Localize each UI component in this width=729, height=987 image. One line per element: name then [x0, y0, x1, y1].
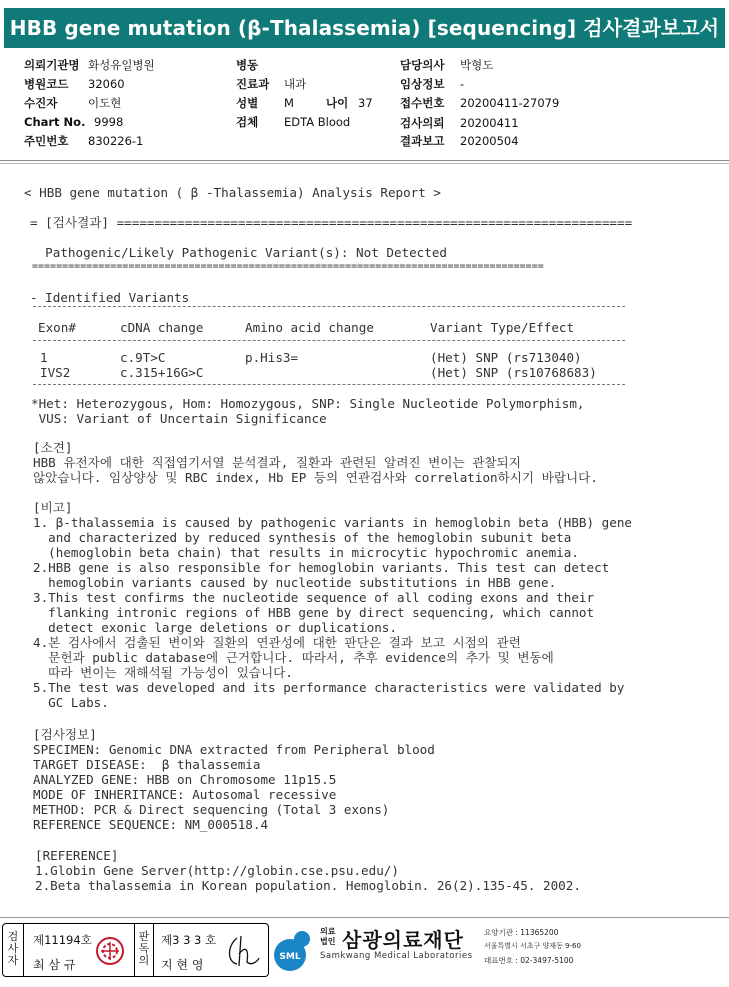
variant-2-type: (Het) SNP (rs10768683): [430, 365, 597, 380]
svg-text:SML: SML: [279, 952, 301, 962]
meta-divider: [0, 160, 729, 161]
reference-section: [REFERENCE] 1.Globin Gene Server(http://globin.cse.psu.edu/) 2.Beta thalassemia in Korean population. Hemoglobin. 26(2).135-45. 2002.: [35, 848, 729, 893]
tester-license-no: 제11194호: [33, 933, 92, 947]
reference-title: [REFERENCE]: [35, 848, 119, 863]
org-prefix: 의료 법인: [320, 927, 336, 946]
org-address: 서울특별시 서초구 양재동 9-60: [484, 942, 581, 950]
table-top-rule: [33, 306, 625, 307]
meta-hospital-code: 병원코드 32060: [24, 77, 125, 91]
reader-license-no: 제3 3 3 호: [161, 933, 217, 947]
variant-1-type: (Het) SNP (rs713040): [430, 350, 582, 365]
tester-label-divider: [23, 924, 24, 976]
reader-signature: [223, 932, 263, 970]
report-heading: < HBB gene mutation ( β -Thalassemia) Analysis Report >: [24, 185, 442, 200]
notes-section: [비고] 1. β-thalassemia is caused by pathogenic variants in hemoglobin beta (HBB) gene and characterized by reduced synthesis of the hemoglobin subunit beta (hemoglobin beta chain) that results in microcytic hypochromic anemia. 2.HBB gene is also responsible for hemoglobin variants. This test can detect hemoglobin variants caused by nucleotide substitutions in HBB gene. 3.This test confirms the nucleotide sequence of all coding exons and their flanking intronic regions of HBB gene by direct sequencing, which cannot detect exonic large deletions or duplications. 4.본 검사에서 검출된 변이와 질환의 연관성에 대한 판단은 결과 보고 시점의 관련 문헌과 public database에 근거합니다. 따라서, 추후 evidence의 추가 및 변동에 따라 변이는 재해석될 가능성이 있습니다. 5.The test was developed and its performance characteristics were validated by GC Labs.: [33, 500, 729, 710]
report-title: HBB gene mutation (β-Thalassemia) [sequencing] 검사결과보고서: [4, 8, 725, 48]
col-header-cdna: cDNA change: [120, 320, 204, 335]
care-institution-no: 요양기관 : 11365200: [484, 928, 559, 937]
footer: [0, 917, 729, 987]
opinion-title: [소견]: [33, 440, 73, 455]
footer-divider: [0, 917, 729, 918]
result-header: = [검사결과] ====================================================================: [30, 215, 633, 230]
meta-clinical-info: 임상정보 -: [400, 77, 465, 91]
col-header-amino: Amino acid change: [245, 320, 374, 335]
variant-1-amino: p.His3=: [245, 350, 299, 365]
variant-2-cdna: c.315+16G>C: [120, 365, 204, 380]
meta-chart-no: Chart No. 9998: [24, 115, 124, 129]
org-english-name: Samkwang Medical Laboratories: [320, 951, 473, 961]
tester-name: 최 삼 규: [33, 958, 76, 972]
table-header-rule: [33, 340, 625, 341]
meta-ward: 병동: [236, 58, 259, 72]
notes-title: [비고]: [33, 500, 73, 515]
org-phone: 대표번호 : 02-3497-5100: [484, 956, 574, 965]
reader-name: 지 현 영: [161, 958, 204, 972]
variant-1-cdna: c.9T>C: [120, 350, 166, 365]
tester-seal: [95, 936, 125, 966]
meta-divider-2: [0, 163, 729, 164]
meta-sex: 성별 M: [236, 96, 294, 110]
variant-1-exon: 1: [40, 350, 48, 365]
meta-resident-no: 주민번호 830226-1: [24, 134, 144, 148]
test-info-title: [검사정보]: [33, 727, 97, 742]
meta-specimen: 검체 EDTA Blood: [236, 115, 351, 129]
table-bottom-rule: [33, 384, 625, 385]
meta-patient: 수진자 이도현: [24, 96, 122, 110]
col-header-exon: Exon#: [38, 320, 76, 335]
meta-age: 나이 37: [326, 96, 373, 110]
meta-report-date: 결과보고 20200504: [400, 134, 519, 148]
tester-label: 검 사 자: [7, 930, 19, 967]
meta-doctor: 담당의사 박형도: [400, 58, 494, 72]
org-name: 삼광의료재단: [342, 928, 464, 952]
identified-variants-title: - Identified Variants: [30, 290, 190, 305]
reader-label: 판 독 의: [138, 930, 150, 967]
double-rule: =====================================================================================: [32, 261, 544, 272]
reader-label-divider: [153, 924, 154, 976]
footnote: *Het: Heterozygous, Hom: Homozygous, SNP: Single Nucleotide Polymorphism, VUS: Variant of Uncertain Significance: [31, 396, 585, 426]
meta-hospital: 의뢰기관명 화성유일병원: [24, 58, 155, 72]
meta-department: 진료과 내과: [236, 77, 307, 91]
meta-request-date: 검사의뢰 20200411: [400, 116, 519, 130]
signature-box: [2, 923, 269, 977]
col-header-type: Variant Type/Effect: [430, 320, 575, 335]
meta-receipt-no: 접수번호 20200411-27079: [400, 96, 560, 110]
test-info-section: [검사정보] SPECIMEN: Genomic DNA extracted from Peripheral blood TARGET DISEASE: β thalassemia ANALYZED GENE: HBB on Chromosome 11p15.5 MODE OF INHERITANCE: Autosomal recessive METHOD: PCR & Direct sequencing (Total 3 exons) REFERENCE SEQUENCE: NM_000518.4: [33, 727, 729, 832]
variant-2-exon: IVS2: [40, 365, 71, 380]
opinion-section: [소견] HBB 유전자에 대한 직접염기서열 분석결과, 질환과 관련된 알려진 변이는 관찰되지 않았습니다. 임상양상 및 RBC index, Hb EP 등의 연관검사와 correlation하시기 바랍니다.: [33, 440, 729, 485]
sml-logo-icon: [270, 927, 320, 975]
pathogenic-result: Pathogenic/Likely Pathogenic Variant(s): Not Detected: [30, 245, 448, 260]
reader-left-divider: [134, 924, 135, 976]
